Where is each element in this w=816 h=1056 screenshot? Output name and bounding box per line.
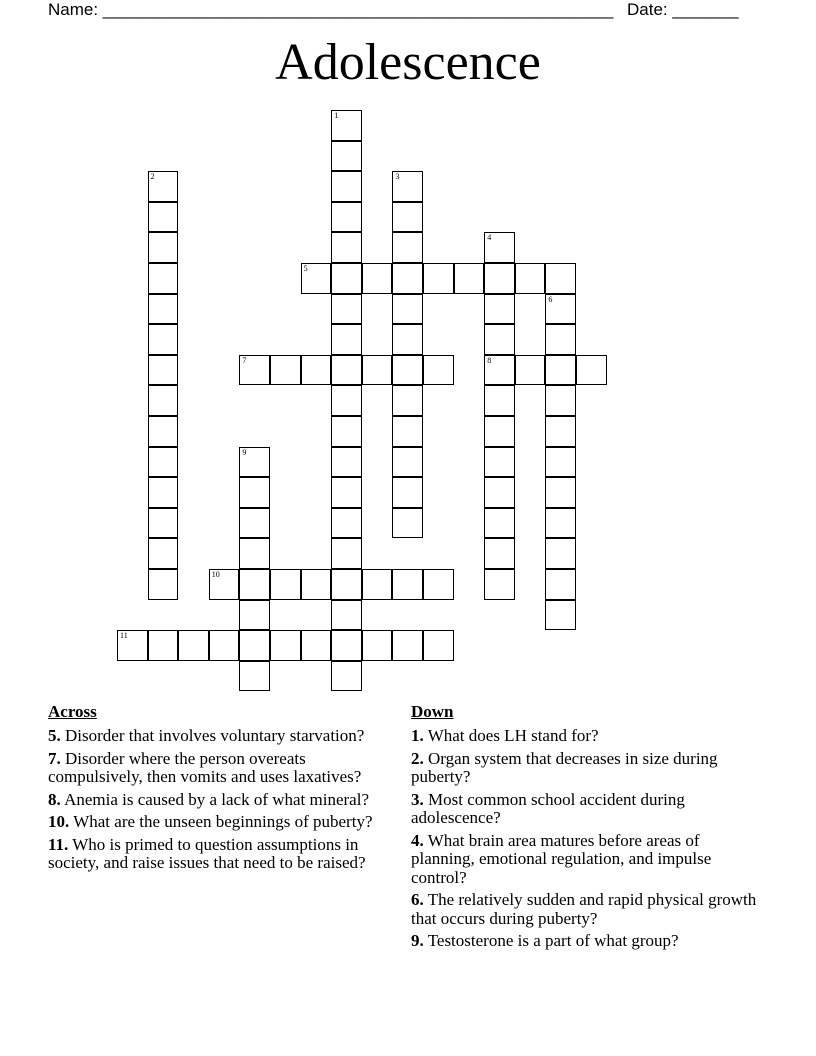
clue-text: What does LH stand for?: [427, 726, 599, 745]
clue-text: Organ system that decreases in size during puberty?: [411, 748, 718, 786]
grid-cell[interactable]: [576, 355, 607, 386]
grid-cell[interactable]: [148, 569, 179, 600]
clue-text: What brain area matures before areas of planning, emotional regulation, and impulse control?: [411, 830, 712, 887]
cell-number: 6: [548, 294, 553, 304]
grid-cell[interactable]: [331, 110, 362, 141]
grid-cell[interactable]: [148, 355, 179, 386]
grid-cell[interactable]: [148, 630, 179, 661]
grid-cell[interactable]: [331, 508, 362, 539]
grid-cell[interactable]: [331, 600, 362, 631]
grid-cell[interactable]: [392, 232, 423, 263]
down-clues: [411, 702, 761, 955]
grid-cell[interactable]: [331, 263, 362, 294]
grid-cell[interactable]: [392, 447, 423, 478]
grid-cell[interactable]: [148, 294, 179, 325]
clue-number: 1.: [411, 726, 424, 745]
grid-cell[interactable]: [392, 508, 423, 539]
clue-across-8: [48, 791, 404, 810]
grid-cell[interactable]: [484, 232, 515, 263]
grid-cell[interactable]: [545, 385, 576, 416]
grid-cell[interactable]: [331, 416, 362, 447]
clue-text: Testosterone is a part of what group?: [427, 931, 679, 950]
grid-cell[interactable]: [239, 600, 270, 631]
grid-cell[interactable]: [484, 355, 515, 386]
grid-cell[interactable]: [423, 263, 454, 294]
grid-cell[interactable]: [362, 355, 393, 386]
grid-cell[interactable]: [362, 263, 393, 294]
grid-cell[interactable]: [209, 569, 240, 600]
grid-cell[interactable]: [331, 294, 362, 325]
grid-cell[interactable]: [362, 569, 393, 600]
clue-across-10: [48, 813, 404, 832]
grid-cell[interactable]: [484, 385, 515, 416]
cell-number: 9: [242, 447, 247, 457]
clue-number: 9.: [411, 931, 424, 950]
grid-cell[interactable]: [484, 447, 515, 478]
grid-cell[interactable]: [239, 355, 270, 386]
cell-number: 10: [211, 570, 220, 579]
clue-across-5: [48, 727, 404, 746]
cell-number: 7: [242, 355, 247, 365]
grid-cell[interactable]: [239, 538, 270, 569]
grid-cell[interactable]: [484, 324, 515, 355]
grid-cell[interactable]: [515, 355, 546, 386]
grid-cell[interactable]: [392, 416, 423, 447]
grid-cell[interactable]: [178, 630, 209, 661]
grid-cell[interactable]: [239, 508, 270, 539]
grid-cell[interactable]: [545, 416, 576, 447]
grid-cell[interactable]: [545, 263, 576, 294]
grid-cell[interactable]: [301, 569, 332, 600]
grid-cell[interactable]: [148, 538, 179, 569]
grid-cell[interactable]: [515, 263, 546, 294]
grid-cell[interactable]: [331, 538, 362, 569]
grid-cell[interactable]: [484, 508, 515, 539]
across-clues: [48, 702, 404, 877]
grid-cell[interactable]: [270, 630, 301, 661]
clue-down-9: [411, 932, 761, 951]
cell-number: 8: [487, 355, 492, 365]
page-title: Adolescence: [275, 34, 541, 91]
grid-cell[interactable]: [331, 171, 362, 202]
grid-cell[interactable]: [301, 355, 332, 386]
across-heading: Across: [48, 702, 97, 721]
grid-cell[interactable]: [148, 508, 179, 539]
clue-number: 3.: [411, 789, 424, 809]
grid-cell[interactable]: [545, 477, 576, 508]
grid-cell[interactable]: [454, 263, 485, 294]
grid-cell[interactable]: [270, 355, 301, 386]
down-heading: Down: [411, 702, 454, 721]
grid-cell[interactable]: [423, 355, 454, 386]
clue-text: Most common school accident during adolescence?: [411, 789, 685, 827]
grid-cell[interactable]: [484, 416, 515, 447]
clue-down-4: [411, 832, 761, 888]
grid-cell[interactable]: [392, 569, 423, 600]
grid-cell[interactable]: [148, 416, 179, 447]
clue-number: 11.: [48, 834, 69, 854]
grid-cell[interactable]: [392, 355, 423, 386]
grid-cell[interactable]: [392, 630, 423, 661]
grid-cell[interactable]: [331, 477, 362, 508]
grid-cell[interactable]: [331, 385, 362, 416]
grid-cell[interactable]: [484, 294, 515, 325]
grid-cell[interactable]: [331, 661, 362, 692]
grid-cell[interactable]: [331, 630, 362, 661]
name-field-label: Name: ______________________________________________________: [48, 0, 614, 19]
grid-cell[interactable]: [392, 171, 423, 202]
grid-cell[interactable]: [423, 630, 454, 661]
clue-text: What are the unseen beginnings of puberty?: [73, 812, 373, 831]
grid-cell[interactable]: [301, 630, 332, 661]
grid-cell[interactable]: [148, 232, 179, 263]
grid-cell[interactable]: [484, 477, 515, 508]
grid-cell[interactable]: [209, 630, 240, 661]
grid-cell[interactable]: [331, 569, 362, 600]
grid-cell[interactable]: [423, 569, 454, 600]
clue-text: Disorder where the person overeats compulsively, then vomits and uses laxatives?: [48, 748, 362, 786]
clue-text: Disorder that involves voluntary starvation?: [65, 726, 365, 745]
grid-cell[interactable]: [148, 202, 179, 233]
grid-cell[interactable]: [392, 385, 423, 416]
grid-cell[interactable]: [331, 141, 362, 172]
grid-cell[interactable]: [484, 569, 515, 600]
cell-number: 11: [120, 631, 128, 641]
grid-cell[interactable]: [331, 202, 362, 233]
grid-cell[interactable]: [239, 569, 270, 600]
grid-cell[interactable]: [392, 324, 423, 355]
grid-cell[interactable]: [484, 538, 515, 569]
clue-down-1: [411, 727, 761, 746]
cell-number: 2: [150, 172, 155, 182]
grid-cell[interactable]: [239, 447, 270, 478]
grid-cell[interactable]: [545, 569, 576, 600]
clue-number: 10.: [48, 812, 70, 831]
grid-cell[interactable]: [148, 263, 179, 294]
grid-cell[interactable]: [545, 355, 576, 386]
clue-number: 5.: [48, 726, 61, 745]
grid-cell[interactable]: [331, 447, 362, 478]
clue-down-2: [411, 750, 761, 787]
grid-cell[interactable]: [148, 171, 179, 202]
grid-cell[interactable]: [545, 538, 576, 569]
grid-cell[interactable]: [117, 630, 148, 661]
grid-cell[interactable]: [331, 324, 362, 355]
grid-cell[interactable]: [545, 324, 576, 355]
clue-text: Who is primed to question assumptions in society, and raise issues that need to be raised?: [48, 834, 366, 872]
clue-number: 4.: [411, 830, 424, 850]
grid-cell[interactable]: [331, 355, 362, 386]
clue-down-6: [411, 891, 761, 928]
grid-cell[interactable]: [392, 294, 423, 325]
grid-cell[interactable]: [270, 569, 301, 600]
grid-cell[interactable]: [392, 263, 423, 294]
grid-cell[interactable]: [392, 202, 423, 233]
clue-number: 7.: [48, 748, 61, 768]
grid-cell[interactable]: [545, 447, 576, 478]
clue-down-3: [411, 791, 761, 828]
clue-text: Anemia is caused by a lack of what mineral?: [64, 789, 369, 809]
grid-cell[interactable]: [484, 263, 515, 294]
cell-number: 4: [487, 233, 492, 243]
clue-across-11: [48, 836, 404, 873]
grid-cell[interactable]: [239, 661, 270, 692]
grid-cell[interactable]: [148, 447, 179, 478]
grid-cell[interactable]: [239, 477, 270, 508]
grid-cell[interactable]: [331, 232, 362, 263]
grid-cell[interactable]: [362, 630, 393, 661]
grid-cell[interactable]: [239, 630, 270, 661]
grid-cell[interactable]: [148, 477, 179, 508]
clue-number: 2.: [411, 748, 424, 768]
clue-number: 6.: [411, 890, 424, 909]
clue-across-7: [48, 750, 404, 787]
grid-cell[interactable]: [545, 294, 576, 325]
cell-number: 5: [303, 264, 308, 273]
grid-cell[interactable]: [392, 477, 423, 508]
grid-cell[interactable]: [545, 600, 576, 631]
grid-cell[interactable]: [148, 385, 179, 416]
clue-text: The relatively sudden and rapid physical growth that occurs during puberty?: [411, 890, 757, 928]
grid-cell[interactable]: [545, 508, 576, 539]
cell-number: 1: [334, 111, 339, 120]
grid-cell[interactable]: [148, 324, 179, 355]
clue-number: 8.: [48, 789, 61, 809]
grid-cell[interactable]: [301, 263, 332, 294]
date-field-label: Date: _______: [627, 0, 739, 19]
cell-number: 3: [395, 172, 400, 182]
